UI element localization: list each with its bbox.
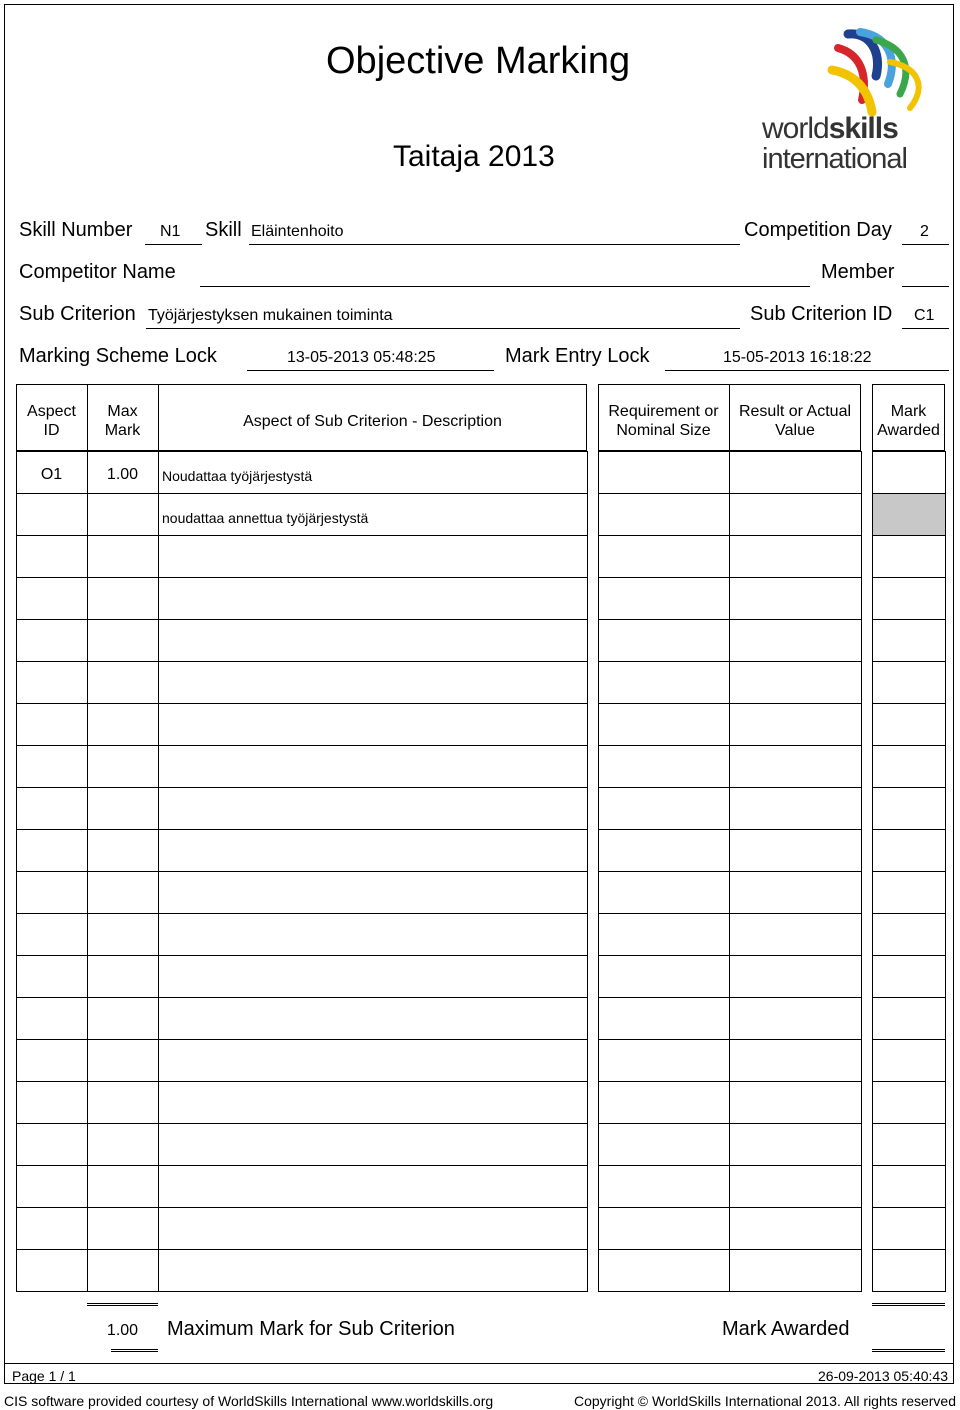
page-number: Page 1 / 1	[12, 1368, 76, 1384]
grid-cell	[872, 1039, 946, 1082]
worldskills-logo	[760, 26, 930, 176]
grid-cell	[87, 829, 159, 872]
grid-cell	[16, 997, 88, 1040]
header-max-mark	[87, 402, 158, 440]
grid-cell	[872, 787, 946, 830]
grid-cell	[87, 535, 159, 578]
header-mark-awarded	[872, 402, 945, 440]
grid-cell	[729, 1081, 862, 1124]
sub-criterion-id-label: Sub Criterion ID	[750, 303, 893, 325]
grid-cell	[87, 493, 159, 536]
skill-value: Eläintenhoito	[251, 223, 344, 240]
competition-day-value: 2	[920, 223, 929, 240]
header-result	[729, 402, 861, 440]
skill-line	[249, 244, 740, 245]
grid-cell	[16, 1123, 88, 1166]
event-title: Taitaja 2013	[393, 140, 555, 173]
page-title: Objective Marking	[326, 40, 631, 82]
grid-cell	[158, 871, 588, 914]
mark-awarded-bottom-rule	[872, 1349, 945, 1352]
grid-cell	[87, 577, 159, 620]
sub-criterion-id-line	[902, 328, 949, 329]
grid-cell	[87, 1123, 159, 1166]
marking-scheme-lock-line	[247, 370, 494, 371]
grid-cell	[872, 661, 946, 704]
grid-cell	[16, 619, 88, 662]
header-result-line2: Value	[775, 422, 815, 439]
grid-cell	[729, 787, 862, 830]
logo-text-skills: skills	[828, 112, 898, 145]
grid-cell	[158, 1165, 588, 1208]
grid-cell	[16, 829, 88, 872]
grid-cell	[158, 661, 588, 704]
print-timestamp: 26-09-2013 05:40:43	[818, 1368, 948, 1384]
mark-entry-lock-line	[665, 370, 949, 371]
competition-day-line	[902, 244, 949, 245]
grid-cell	[87, 619, 159, 662]
grid-cell	[16, 913, 88, 956]
sub-criterion-id-value: C1	[914, 307, 935, 324]
sub-criterion-label: Sub Criterion	[19, 303, 136, 325]
grid-cell	[158, 1039, 588, 1082]
header-requirement-line1: Requirement or	[608, 403, 719, 420]
grid-cell	[158, 1249, 588, 1292]
grid-cell	[872, 577, 946, 620]
row-description: Noudattaa työjärjestystä	[162, 468, 313, 484]
row-max-mark: 1.00	[106, 466, 139, 483]
grid-cell	[158, 577, 588, 620]
header-result-line1: Result or Actual	[738, 403, 852, 420]
grid-cell	[16, 703, 88, 746]
sub-criterion-value: Työjärjestyksen mukainen toiminta	[148, 307, 393, 324]
header-mark-awarded-line1: Mark	[890, 403, 927, 420]
skill-number-line	[145, 244, 202, 245]
grid-cell	[872, 829, 946, 872]
grid-cell	[729, 1207, 862, 1250]
max-mark-total: 1.00	[106, 1322, 139, 1339]
grid-cell	[158, 913, 588, 956]
grid-cell	[16, 1207, 88, 1250]
header-mark-awarded-line2: Awarded	[877, 422, 940, 439]
grid-cell	[872, 1207, 946, 1250]
header-max-mark-line1: Max	[107, 403, 138, 420]
header-aspect-id	[16, 402, 87, 440]
grid-cell	[729, 1165, 862, 1208]
grid-cell	[872, 1081, 946, 1124]
grid-cell	[729, 871, 862, 914]
logo-text-world: world	[762, 112, 829, 145]
grid-cell	[598, 451, 730, 494]
row-sub-description: noudattaa annettua työjärjestystä	[162, 510, 369, 526]
grid-cell	[16, 661, 88, 704]
grid-cell	[729, 955, 862, 998]
header-requirement-line2: Nominal Size	[616, 422, 711, 439]
grid-cell	[729, 577, 862, 620]
grid-cell	[87, 787, 159, 830]
grid-cell	[16, 1081, 88, 1124]
grid-cell	[158, 745, 588, 788]
grid-cell	[598, 577, 730, 620]
grid-cell	[729, 661, 862, 704]
grid-cell	[16, 1249, 88, 1292]
grid-cell	[598, 1165, 730, 1208]
grid-cell	[87, 703, 159, 746]
grid-cell	[729, 745, 862, 788]
header-aspect-id-line2: ID	[43, 422, 60, 439]
header-aspect-id-line1: Aspect	[27, 403, 76, 420]
grid-cell	[872, 955, 946, 998]
grid-cell	[872, 1123, 946, 1166]
grid-cell	[729, 913, 862, 956]
grid-cell	[158, 1207, 588, 1250]
grid-cell	[16, 955, 88, 998]
max-mark-total-bottom-rule	[111, 1349, 158, 1352]
grid-cell	[87, 913, 159, 956]
grid-cell	[598, 997, 730, 1040]
grid-cell	[729, 1123, 862, 1166]
grid-cell	[87, 955, 159, 998]
grid-cell	[16, 493, 88, 536]
grid-cell	[158, 535, 588, 578]
grid-cell	[158, 1123, 588, 1166]
grid-cell	[87, 1081, 159, 1124]
grid-cell	[872, 451, 946, 494]
grid-cell	[16, 1039, 88, 1082]
grid-cell	[598, 1039, 730, 1082]
grid-cell	[87, 745, 159, 788]
grid-cell	[16, 535, 88, 578]
grid-cell	[872, 619, 946, 662]
grid-cell	[729, 1039, 862, 1082]
grid-cell	[158, 955, 588, 998]
worldskills-emblem-icon	[760, 26, 930, 121]
marking-scheme-lock-label: Marking Scheme Lock	[19, 345, 217, 367]
grid-cell	[16, 787, 88, 830]
grid-cell	[872, 997, 946, 1040]
grid-cell	[729, 703, 862, 746]
mark-entry-lock-label: Mark Entry Lock	[505, 345, 650, 367]
sub-criterion-line	[146, 328, 740, 329]
grid-cell	[598, 493, 730, 536]
grid-cell	[598, 955, 730, 998]
mark-entry-lock-value: 15-05-2013 16:18:22	[723, 349, 872, 366]
member-line	[902, 286, 949, 287]
grid-cell	[729, 829, 862, 872]
grid-cell	[598, 871, 730, 914]
grid-cell	[158, 703, 588, 746]
grid-cell	[872, 535, 946, 578]
grid-cell	[872, 703, 946, 746]
competitor-name-line	[200, 286, 810, 287]
grid-cell	[872, 745, 946, 788]
grid-cell	[598, 1123, 730, 1166]
courtesy-text: CIS software provided courtesy of WorldSkills International www.worldskills.org	[4, 1393, 494, 1409]
grid-cell	[598, 1207, 730, 1250]
grid-cell	[598, 661, 730, 704]
grid-cell	[16, 745, 88, 788]
grid-cell	[598, 1249, 730, 1292]
row-aspect-id: O1	[40, 466, 63, 483]
header-requirement	[598, 402, 729, 440]
grid-cell	[16, 1165, 88, 1208]
grid-cell	[87, 1039, 159, 1082]
grid-cell	[598, 787, 730, 830]
grid-cell	[158, 829, 588, 872]
grid-cell	[158, 787, 588, 830]
header-description: Aspect of Sub Criterion - Description	[243, 413, 502, 430]
grid-cell	[598, 703, 730, 746]
grid-cell	[158, 619, 588, 662]
competitor-name-label: Competitor Name	[19, 261, 176, 283]
grid-cell	[598, 1081, 730, 1124]
competition-day-label: Competition Day	[744, 219, 892, 241]
grid-cell	[872, 493, 946, 536]
grid-cell	[729, 997, 862, 1040]
grid-cell	[872, 871, 946, 914]
grid-cell	[598, 913, 730, 956]
grid-cell	[87, 1207, 159, 1250]
skill-number-value: N1	[160, 223, 181, 240]
logo-text-international: international	[762, 143, 907, 175]
skill-number-label: Skill Number	[19, 219, 133, 241]
grid-cell	[729, 1249, 862, 1292]
footer-divider	[4, 1363, 954, 1364]
header-max-mark-line2: Mark	[104, 422, 141, 439]
grid-cell	[16, 871, 88, 914]
member-label: Member	[821, 261, 895, 283]
marking-scheme-lock-value: 13-05-2013 05:48:25	[287, 349, 436, 366]
mark-awarded-top-rule	[872, 1303, 945, 1306]
grid-cell	[87, 661, 159, 704]
grid-cell	[729, 451, 862, 494]
skill-label: Skill	[205, 219, 242, 241]
grid-cell	[729, 535, 862, 578]
grid-cell	[872, 1165, 946, 1208]
copyright-text: Copyright © WorldSkills International 2013. All rights reserved	[573, 1393, 956, 1409]
grid-cell	[872, 1249, 946, 1292]
grid-cell	[87, 997, 159, 1040]
grid-cell	[87, 1165, 159, 1208]
grid-cell	[729, 493, 862, 536]
grid-cell	[158, 1081, 588, 1124]
grid-cell	[598, 619, 730, 662]
grid-cell	[598, 829, 730, 872]
max-mark-total-label: Maximum Mark for Sub Criterion	[167, 1318, 455, 1340]
grid-cell	[598, 745, 730, 788]
grid-cell	[158, 997, 588, 1040]
grid-cell	[729, 619, 862, 662]
mark-awarded-total-label: Mark Awarded	[722, 1318, 850, 1340]
max-mark-total-top-rule	[87, 1303, 158, 1306]
grid-cell	[16, 577, 88, 620]
grid-cell	[872, 913, 946, 956]
grid-cell	[87, 871, 159, 914]
grid-cell	[87, 1249, 159, 1292]
grid-cell	[598, 535, 730, 578]
